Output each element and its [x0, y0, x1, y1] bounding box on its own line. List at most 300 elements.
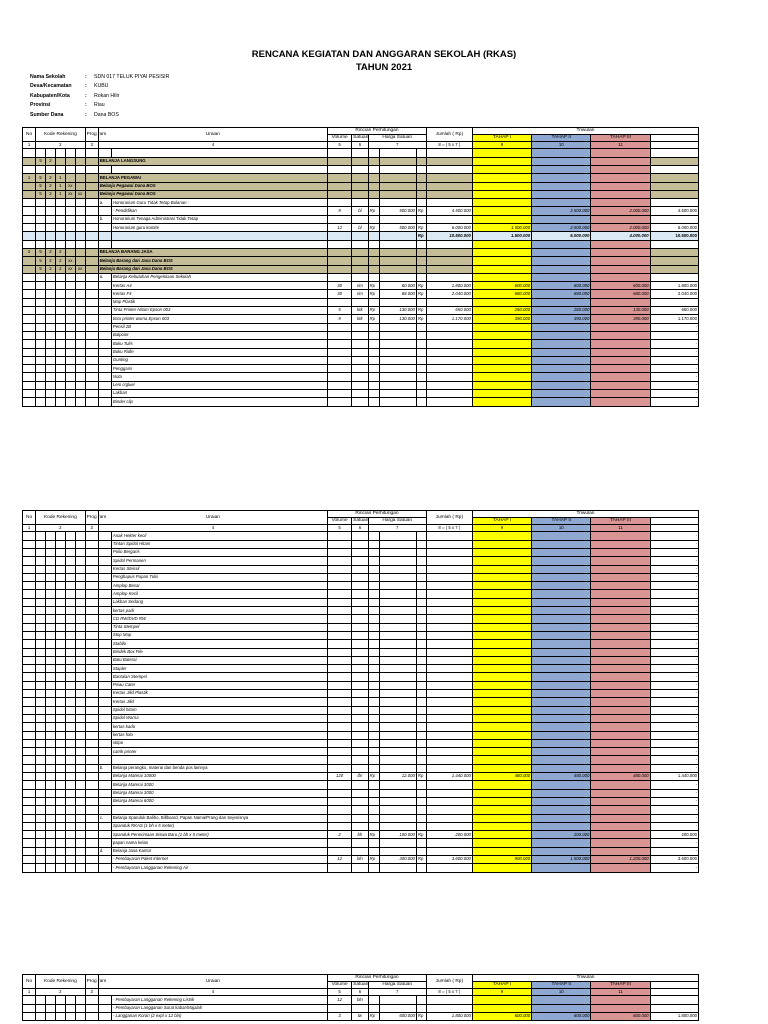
cell-total: 650.000 [650, 307, 698, 315]
cell-uraian: catrik printer [111, 748, 327, 756]
cell-program [85, 996, 98, 1004]
cell-jumlah [426, 615, 472, 623]
cell-kode [55, 681, 65, 689]
cell-kode [75, 631, 85, 639]
cell-rp [416, 265, 426, 273]
cell-program [85, 773, 98, 781]
cell-kode [55, 282, 65, 290]
cell-kode [46, 656, 56, 664]
cell-tahap-1: 680.000 [472, 290, 531, 298]
cell-kode [46, 814, 56, 822]
cell-harga [379, 607, 416, 615]
header-total [650, 982, 698, 989]
header-volume: Volume [328, 135, 352, 142]
cell-tahap-1 [472, 174, 531, 182]
cell-uraian: sttipo [111, 739, 327, 747]
cell-kode [55, 847, 65, 855]
cell-rp [416, 381, 426, 389]
cell-jumlah [426, 607, 472, 615]
cell-rp [368, 356, 379, 364]
cell-kode [65, 822, 75, 830]
cell-total: - [650, 549, 698, 557]
cell-tahap-1 [472, 323, 531, 331]
cell-no [23, 582, 36, 590]
col-number: 10 [532, 142, 591, 149]
cell-tahap-1 [472, 797, 531, 805]
cell-kode [46, 290, 56, 298]
header-volume: Volume [328, 982, 352, 989]
cell-rp [368, 839, 379, 847]
cell-total: - [650, 331, 698, 339]
cell-rp [416, 739, 426, 747]
cell-uraian-prefix [98, 373, 111, 381]
cell-tahap-1 [472, 598, 531, 606]
cell-kode [75, 565, 85, 573]
cell-total: - [650, 348, 698, 356]
cell-kode [65, 365, 75, 373]
cell-harga [379, 157, 416, 165]
table-row [23, 381, 699, 389]
cell-tahap-2: 390.000 [532, 315, 591, 323]
cell-kode [36, 864, 46, 872]
cell-kode [55, 565, 65, 573]
cell-satuan: ktk [352, 315, 368, 323]
cell-harga [379, 714, 416, 722]
table-cell [532, 240, 591, 248]
cell-kode [65, 549, 75, 557]
cell-kode [65, 590, 75, 598]
cell-harga [379, 390, 416, 398]
cell-satuan [352, 797, 368, 805]
cell-satuan [352, 232, 368, 240]
cell-tahap-1 [472, 207, 531, 215]
cell-no [23, 532, 36, 540]
cell-program [85, 748, 98, 756]
cell-tahap-1 [472, 615, 531, 623]
cell-kode [36, 640, 46, 648]
cell-tahap-2 [532, 365, 591, 373]
cell-no [23, 224, 36, 232]
table-row [23, 706, 699, 714]
cell-rp [368, 822, 379, 830]
cell-rp [368, 698, 379, 706]
table-cell [328, 166, 352, 174]
cell-rp [416, 215, 426, 223]
cell-tahap-2 [532, 631, 591, 639]
cell-kode [55, 1004, 65, 1012]
cell-uraian-prefix [98, 557, 111, 565]
cell-kode [36, 855, 46, 863]
cell-uraian-prefix [98, 282, 111, 290]
cell-no [23, 340, 36, 348]
cell-kode [65, 540, 75, 548]
cell-satuan: bl [352, 224, 368, 232]
cell-harga [379, 739, 416, 747]
cell-program [85, 855, 98, 863]
table-cell [111, 240, 327, 248]
cell-volume: 9 [328, 315, 352, 323]
cell-tahap-2 [532, 864, 591, 872]
cell-total: - [650, 373, 698, 381]
cell-kode [75, 739, 85, 747]
cell-volume [328, 1004, 352, 1012]
cell-rp: Rp [368, 207, 379, 215]
cell-rp: Rp [416, 232, 426, 240]
cell-uraian: Stabilo [111, 640, 327, 648]
cell-total: - [650, 822, 698, 830]
col-number: 4 [98, 989, 327, 996]
cell-rp [416, 714, 426, 722]
cell-jumlah [426, 174, 472, 182]
cell-kode [65, 565, 75, 573]
cell-total: - [650, 706, 698, 714]
cell-kode [46, 356, 56, 364]
cell-kode [75, 756, 85, 764]
cell-tahap-3 [591, 623, 650, 631]
cell-jumlah: 4.500.000 [426, 207, 472, 215]
table-cell [111, 149, 327, 157]
cell-kode [75, 706, 85, 714]
cell-rp [368, 398, 379, 406]
cell-uraian-prefix [98, 714, 111, 722]
cell-no [23, 797, 36, 805]
cell-tahap-3: 130.000 [591, 307, 650, 315]
cell-kode [65, 864, 75, 872]
cell-kode [46, 232, 56, 240]
cell-rp: Rp [416, 831, 426, 839]
cell-volume [328, 532, 352, 540]
cell-tahap-1 [472, 565, 531, 573]
cell-uraian: Spidol Permanen [111, 557, 327, 565]
table-row [23, 549, 699, 557]
cell-tahap-3 [591, 723, 650, 731]
cell-jumlah [426, 549, 472, 557]
cell-jumlah [426, 298, 472, 306]
cell-uraian-prefix [98, 673, 111, 681]
cell-program [85, 157, 98, 165]
cell-tahap-1 [472, 631, 531, 639]
cell-kode [36, 797, 46, 805]
cell-no [23, 348, 36, 356]
cell-program [85, 373, 98, 381]
cell-kode [75, 315, 85, 323]
cell-kode [55, 331, 65, 339]
cell-no [23, 598, 36, 606]
cell-uraian: Stapler [111, 665, 327, 673]
cell-tahap-3 [591, 996, 650, 1004]
cell-satuan [352, 698, 368, 706]
cell-no [23, 257, 36, 265]
cell-total [650, 182, 698, 190]
table-row [23, 748, 699, 756]
cell-kode [75, 356, 85, 364]
cell-volume [328, 257, 352, 265]
school-info-row [30, 111, 169, 120]
cell-total: - [650, 381, 698, 389]
cell-kode [55, 714, 65, 722]
cell-rp: Rp [416, 315, 426, 323]
cell-harga [379, 532, 416, 540]
cell-uraian-prefix [98, 224, 111, 232]
cell-rp [368, 549, 379, 557]
cell-no [23, 665, 36, 673]
cell-no [23, 714, 36, 722]
cell-tahap-3 [591, 781, 650, 789]
cell-jumlah [426, 398, 472, 406]
table-row [23, 648, 699, 656]
table-row [23, 540, 699, 548]
cell-total: - [650, 340, 698, 348]
cell-jumlah [426, 273, 472, 281]
col-number: 7 [368, 989, 426, 996]
cell-tahap-3 [591, 714, 650, 722]
cell-rp [416, 182, 426, 190]
cell-kode [46, 996, 56, 1004]
cell-tahap-3: 2.000.000 [591, 224, 650, 232]
table-cell [532, 149, 591, 157]
col-number [650, 525, 698, 532]
cell-program [85, 381, 98, 389]
cell-jumlah [426, 257, 472, 265]
rkas-table-page-3 [22, 974, 699, 1021]
cell-kode [75, 814, 85, 822]
cell-satuan [352, 690, 368, 698]
cell-tahap-3 [591, 648, 650, 656]
cell-rp: Rp [368, 831, 379, 839]
cell-rp [368, 257, 379, 265]
cell-kode [65, 623, 75, 631]
cell-tahap-3 [591, 273, 650, 281]
cell-program [85, 797, 98, 805]
info-value: KUBU [94, 83, 109, 90]
cell-jumlah [426, 540, 472, 548]
table-number-row [23, 989, 699, 996]
cell-satuan [352, 665, 368, 673]
cell-uraian: Kertas A4 [111, 282, 327, 290]
cell-volume [328, 714, 352, 722]
cell-total: - [650, 839, 698, 847]
cell-kode [65, 356, 75, 364]
cell-kode [65, 199, 75, 207]
header-triwulan: Triwulan [472, 128, 698, 135]
cell-uraian: tinta printer warna Epson 003 [111, 315, 327, 323]
cell-no [23, 781, 36, 789]
cell-kode [65, 640, 75, 648]
cell-kode [65, 714, 75, 722]
cell-rp [368, 739, 379, 747]
cell-uraian-prefix [98, 656, 111, 664]
table-cell [532, 166, 591, 174]
cell-program [85, 307, 98, 315]
cell-tahap-1 [472, 373, 531, 381]
table-cell [65, 149, 75, 157]
cell-kode [36, 390, 46, 398]
cell-total: - [650, 814, 698, 822]
table-row [23, 323, 699, 331]
cell-kode [46, 806, 56, 814]
cell-total: - [650, 847, 698, 855]
cell-satuan [352, 381, 368, 389]
cell-harga [379, 640, 416, 648]
cell-tahap-2: 600.000 [532, 282, 591, 290]
cell-kode [65, 656, 75, 664]
cell-tahap-2 [532, 549, 591, 557]
cell-rp [368, 806, 379, 814]
cell-total: 1.800.000 [650, 282, 698, 290]
cell-tahap-1 [472, 340, 531, 348]
cell-jumlah [426, 348, 472, 356]
table-cell [650, 166, 698, 174]
cell-tahap-2 [532, 273, 591, 281]
cell-kode [75, 673, 85, 681]
cell-tahap-1 [472, 839, 531, 847]
cell-uraian-prefix [98, 1013, 111, 1021]
cell-total: - [650, 673, 698, 681]
cell-program [85, 864, 98, 872]
header-tahap-3: TAHAP III [591, 518, 650, 525]
cell-rp [368, 797, 379, 805]
cell-rp [368, 723, 379, 731]
cell-kode [46, 615, 56, 623]
table-cell [23, 149, 36, 157]
cell-tahap-3 [591, 248, 650, 256]
cell-total: - [650, 565, 698, 573]
cell-satuan [352, 847, 368, 855]
cell-uraian-prefix [98, 590, 111, 598]
table-row [23, 282, 699, 290]
table-row [23, 723, 699, 731]
cell-tahap-2: 200.000 [532, 831, 591, 839]
cell-tahap-1 [472, 248, 531, 256]
cell-program [85, 665, 98, 673]
cell-tahap-1 [472, 540, 531, 548]
cell-tahap-2 [532, 673, 591, 681]
table-row [23, 532, 699, 540]
cell-tahap-3 [591, 573, 650, 581]
cell-rp [368, 565, 379, 573]
cell-kode [65, 698, 75, 706]
cell-satuan [352, 298, 368, 306]
table-cell [55, 166, 65, 174]
cell-tahap-2 [532, 781, 591, 789]
cell-program [85, 207, 98, 215]
cell-kode: 5 [36, 257, 46, 265]
cell-uraian: kertas padi [111, 607, 327, 615]
cell-kode [75, 381, 85, 389]
cell-no [23, 756, 36, 764]
cell-tahap-2 [532, 390, 591, 398]
cell-kode [46, 573, 56, 581]
cell-program [85, 698, 98, 706]
cell-kode: 2 [46, 248, 56, 256]
cell-harga: 500.000 [379, 207, 416, 215]
cell-kode [46, 340, 56, 348]
cell-satuan [352, 598, 368, 606]
cell-kode [65, 215, 75, 223]
cell-kode [75, 822, 85, 830]
cell-jumlah [426, 532, 472, 540]
cell-uraian: Map Plastik [111, 298, 327, 306]
cell-rp [368, 631, 379, 639]
cell-tahap-3 [591, 540, 650, 548]
cell-total [650, 1004, 698, 1012]
cell-harga [379, 706, 416, 714]
cell-kode [65, 207, 75, 215]
cell-jumlah [426, 573, 472, 581]
cell-rp [416, 257, 426, 265]
cell-jumlah [426, 331, 472, 339]
cell-kode [55, 582, 65, 590]
table-cell [36, 166, 46, 174]
cell-jumlah: 3.600.000 [426, 855, 472, 863]
cell-uraian: Penghapus Papan Tulis [111, 573, 327, 581]
cell-uraian: Bantalan Stempel [111, 673, 327, 681]
cell-tahap-2 [532, 190, 591, 198]
cell-kode [46, 631, 56, 639]
cell-kode [65, 381, 75, 389]
cell-tahap-2 [532, 298, 591, 306]
cell-jumlah: 1.800.000 [426, 282, 472, 290]
cell-jumlah [426, 698, 472, 706]
table-number-row [23, 525, 699, 532]
cell-tahap-1 [472, 847, 531, 855]
cell-kode [55, 573, 65, 581]
cell-kode [55, 739, 65, 747]
cell-kode [55, 273, 65, 281]
cell-program [85, 1004, 98, 1012]
cell-uraian: - Pembayaran Langganan Surat kabar/Majalah [111, 1004, 327, 1012]
cell-uraian: Honorarium guru komite [111, 224, 327, 232]
cell-jumlah: 10.500.000 [426, 232, 472, 240]
cell-volume [328, 199, 352, 207]
cell-tahap-3 [591, 607, 650, 615]
cell-tahap-2 [532, 398, 591, 406]
table-row [23, 681, 699, 689]
cell-harga [379, 540, 416, 548]
cell-kode [75, 773, 85, 781]
cell-satuan [352, 640, 368, 648]
cell-tahap-1: 1.500.000 [472, 232, 531, 240]
cell-uraian: BELANJA LANGSUNG [98, 157, 327, 165]
cell-program [85, 607, 98, 615]
cell-kode [75, 831, 85, 839]
cell-jumlah [426, 847, 472, 855]
cell-rp [368, 748, 379, 756]
info-label: Kabupaten/Kota [30, 92, 70, 99]
cell-uraian-prefix [98, 381, 111, 389]
cell-rp [368, 681, 379, 689]
col-number: 10 [532, 989, 591, 996]
cell-uraian: kertas foto [111, 731, 327, 739]
cell-volume [328, 398, 352, 406]
cell-rp [368, 557, 379, 565]
cell-uraian-prefix [98, 1004, 111, 1012]
cell-uraian-prefix [98, 348, 111, 356]
cell-tahap-2 [532, 847, 591, 855]
cell-satuan [352, 615, 368, 623]
cell-volume [328, 232, 352, 240]
cell-kode [36, 756, 46, 764]
cell-program [85, 731, 98, 739]
cell-harga: 130.000 [379, 307, 416, 315]
cell-rp [416, 822, 426, 830]
cell-tahap-2 [532, 182, 591, 190]
cell-kode [46, 1004, 56, 1012]
cell-kode [46, 323, 56, 331]
cell-satuan [352, 607, 368, 615]
info-colon: : [85, 102, 87, 109]
header-tahap-2: TAHAP II [532, 135, 591, 142]
